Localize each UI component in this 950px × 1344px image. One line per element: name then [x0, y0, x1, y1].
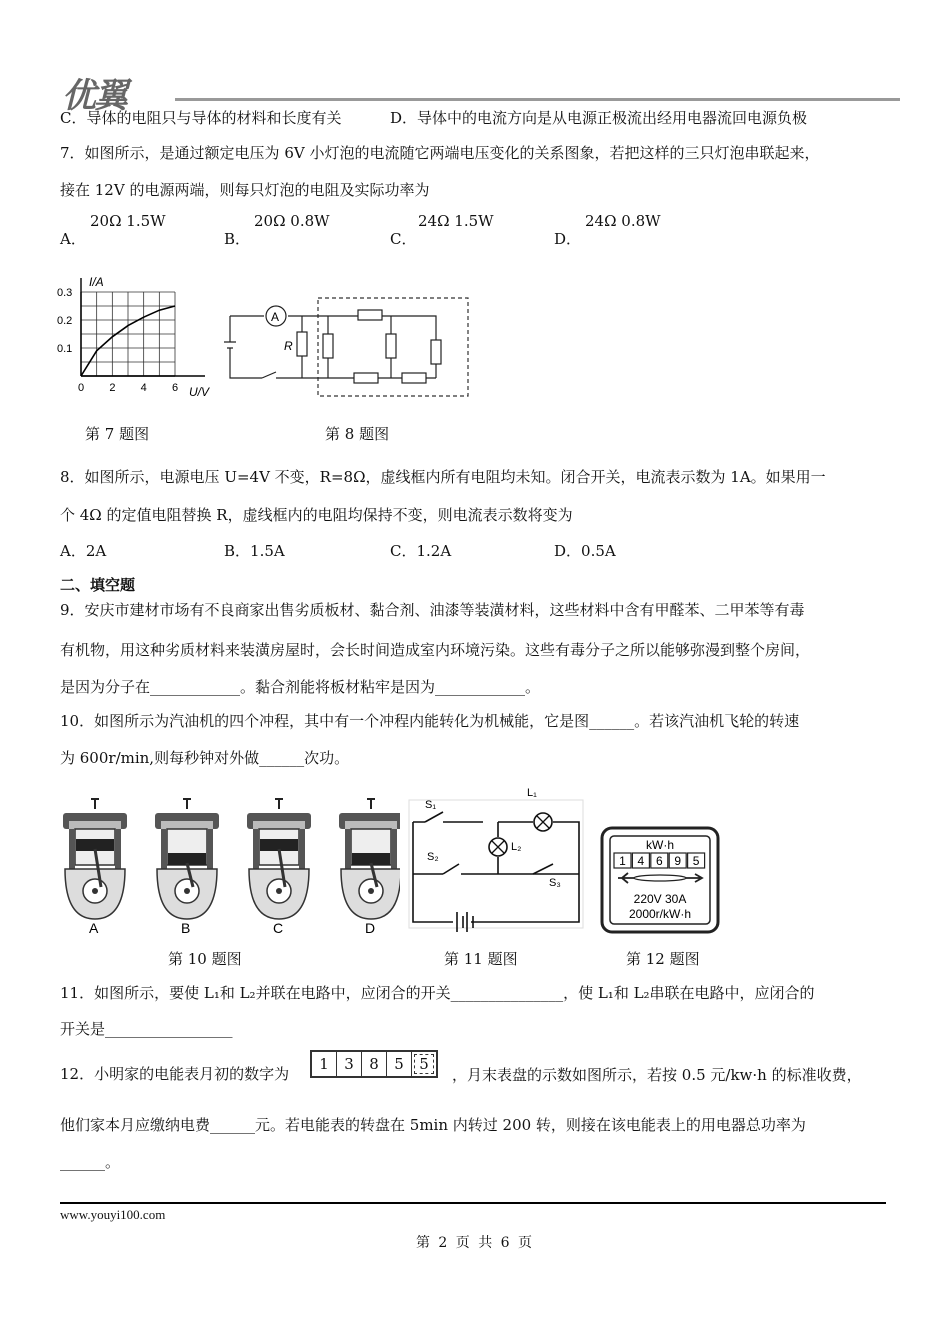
q11-figure-caption: 第 11 题图	[444, 950, 518, 968]
brand-logo: 优翼	[62, 76, 126, 116]
q8-circuit-diagram	[222, 296, 474, 402]
header-rule	[175, 98, 900, 101]
q8-option-b: B．1.5A	[224, 542, 285, 560]
q7-stem-line2: 接在 12V 的电源两端，则每只灯泡的电阻及实际功率为	[60, 181, 430, 199]
x-tick-label: 2	[109, 382, 116, 394]
meter-rating-revs: 2000r/kW·h	[628, 907, 692, 921]
lamp-l1-label: L₁	[527, 787, 537, 799]
engine-label: D	[365, 920, 376, 936]
q10-figure-caption: 第 10 题图	[168, 950, 242, 968]
y-tick-label: 0.3	[57, 287, 73, 299]
resistor-box-4	[354, 373, 378, 383]
q12-stem-line3: ______。	[60, 1153, 121, 1171]
switch-s3-label: S₃	[549, 877, 561, 889]
meter-rating-current: 220V 30A	[633, 892, 687, 906]
q11-circuit-diagram	[403, 782, 588, 932]
battery	[457, 912, 473, 932]
q7-option-a-value: 20Ω 1.5W	[90, 212, 166, 230]
q7-option-a-label: A．	[60, 230, 86, 248]
resistor-box-1	[323, 334, 333, 358]
resistor-box-2	[358, 310, 382, 320]
x-tick-label: 4	[140, 382, 147, 394]
x-tick-label: 6	[172, 382, 179, 394]
resistor-box-3	[386, 334, 396, 358]
engine-label: A	[89, 920, 99, 936]
engine-stroke-c	[247, 799, 311, 936]
section-title-fill-blank: 二、填空题	[60, 576, 136, 594]
chart-ylabel: I/A	[89, 275, 104, 289]
q12-stem-line1-post: ，月末表盘的示数如图所示，若按 0.5 元/kw·h 的标准收费，	[452, 1066, 862, 1084]
q7-option-c-label: C．	[390, 230, 417, 248]
q11-stem-line1: 11．如图所示，要使 L₁和 L₂并联在电路中，应闭合的开关_______________，使 L₁和 L₂串联在电路中，应闭合的	[60, 984, 815, 1002]
resistor-box-6	[431, 340, 441, 364]
q7-option-b-label: B．	[224, 230, 251, 248]
q8-stem-line1: 8．如图所示，电源电压 U=4V 不变，R=8Ω，虚线框内所有电阻均未知。闭合开关，电流表示数为 1A。如果用一	[60, 468, 826, 486]
q7-figure-caption: 第 7 题图	[85, 425, 150, 443]
q7-option-b-value: 20Ω 0.8W	[254, 212, 330, 230]
engine-stroke-d	[339, 799, 400, 936]
x-tick-label: 0	[78, 382, 85, 394]
chart-grid	[81, 278, 205, 376]
q10-stem-line2: 为 600r/min,则每秒钟对外做______次功。	[60, 749, 350, 767]
resistor-r	[297, 332, 307, 356]
q10-stem-line1: 10．如图所示为汽油机的四个冲程，其中有一个冲程内能转化为机械能，它是图______。若该汽油机飞轮的转速	[60, 712, 800, 730]
q7-iu-chart	[55, 272, 220, 402]
q12-stem-line1-pre: 12．小明家的电能表月初的数字为	[60, 1065, 290, 1083]
q7-option-d-label: D．	[554, 230, 582, 248]
chart-ticks	[57, 287, 178, 394]
q11-stem-line2: 开关是_________________	[60, 1020, 233, 1038]
meter-digits	[614, 853, 705, 868]
q7-option-c-value: 24Ω 1.5W	[418, 212, 494, 230]
meter-digit: 9	[674, 854, 682, 868]
q7-option-d-value: 24Ω 0.8W	[585, 212, 661, 230]
engine-label: C	[273, 920, 284, 936]
meter-digit: 5	[692, 854, 700, 868]
ammeter-label: A	[271, 310, 280, 324]
engine-label: B	[181, 920, 191, 936]
q9-stem-line2: 有机物，用这种劣质材料来装潢房屋时，会长时间造成室内环境污染。这些有毒分子之所以能够弥漫到整个房间，	[60, 641, 811, 659]
resistor-box-5	[402, 373, 426, 383]
y-tick-label: 0.2	[57, 315, 73, 327]
page-number: 第 2 页 共 6 页	[415, 1235, 535, 1251]
start-digit: 1	[312, 1052, 337, 1076]
q9-stem-line3: 是因为分子在____________。黏合剂能将板材粘牢是因为____________。	[60, 678, 541, 696]
q6-option-c: C．导体的电阻只与导体的材料和长度有关	[60, 109, 342, 127]
resistor-r-label: R	[284, 339, 293, 353]
switch-s2-label: S₂	[427, 851, 439, 863]
start-digit: 5	[387, 1052, 412, 1076]
q6-option-d: D．导体中的电流方向是从电源正极流出经用电器流回电源负极	[390, 109, 808, 127]
engine-stroke-a	[63, 799, 127, 936]
engine-stroke-b	[155, 799, 219, 936]
switch-s3	[533, 864, 553, 874]
start-digit: 8	[362, 1052, 387, 1076]
chart-xlabel: U/V	[189, 385, 210, 399]
q9-stem-line1: 9．安庆市建材市场有不良商家出售劣质板材、黏合剂、油漆等装潢材料，这些材料中含有甲醛苯、二甲苯等有毒	[60, 601, 805, 619]
q12-stem-line2: 他们家本月应缴纳电费______元。若电能表的转盘在 5min 内转过 200 转，则接在该电能表上的用电器总功率为	[60, 1116, 806, 1134]
meter-digit: 6	[655, 854, 663, 868]
lamp-l2-label: L₂	[511, 841, 522, 853]
q7-stem-line1: 7．如图所示，是通过额定电压为 6V 小灯泡的电流随它两端电压变化的关系图象，若把这样的三只灯泡串联起来，	[60, 144, 820, 162]
meter-unit: kW·h	[646, 838, 674, 852]
meter-digit: 1	[619, 854, 626, 868]
q10-engine-strokes	[55, 795, 400, 940]
q8-stem-line2: 个 4Ω 的定值电阻替换 R，虚线框内的电阻均保持不变，则电流表示数将变为	[60, 506, 573, 524]
q8-figure-caption: 第 8 题图	[325, 425, 390, 443]
meter-digit: 4	[637, 854, 645, 868]
q12-energy-meter	[600, 826, 722, 936]
switch-s1-label: S₁	[425, 799, 437, 811]
y-tick-label: 0.1	[57, 343, 73, 355]
q8-option-d: D．0.5A	[554, 542, 616, 560]
start-digit: 3	[337, 1052, 362, 1076]
switch-s2	[443, 864, 459, 874]
start-digit-decimal: 5	[414, 1054, 434, 1074]
footer-rule	[60, 1202, 886, 1204]
q12-start-reading	[310, 1050, 438, 1078]
footer-url: www.youyi100.com	[60, 1207, 166, 1222]
switch-s1	[425, 812, 443, 822]
q12-figure-caption: 第 12 题图	[626, 950, 700, 968]
q8-option-c: C．1.2A	[390, 542, 452, 560]
q8-option-a: A．2A	[60, 542, 107, 560]
